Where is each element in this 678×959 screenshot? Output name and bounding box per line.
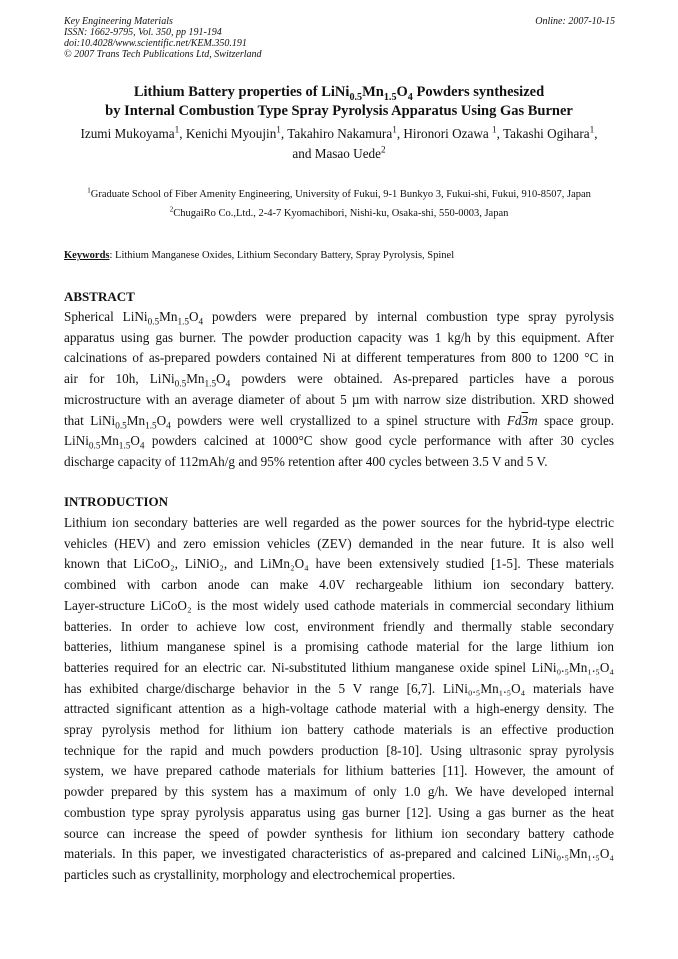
intro-line: materials. In this paper, we investigated characteristics of as-prepared and calcined LiNi₀.₅Mn₁.₅O₄ bbox=[64, 846, 614, 862]
journal-header bbox=[64, 16, 615, 60]
author: Masao Uede bbox=[314, 146, 381, 161]
intro-line: source can increase the speed of powder synthesis for lithium ion secondary battery cathode bbox=[64, 825, 614, 841]
keywords bbox=[64, 249, 624, 262]
intro-line: combined with carbon anode can make 4.0V rechargeable lithium ion secondary battery. bbox=[64, 577, 614, 593]
author: Takahiro Nakamura bbox=[287, 126, 393, 141]
space-group: Fd3m bbox=[506, 412, 538, 428]
author: Kenichi Myoujin bbox=[185, 126, 277, 141]
intro-line: batteries. In order to achieve low cost, environment friendly and thermally stable secondary bbox=[64, 618, 614, 634]
abstract-line: discharge capacity of 112mAh/g and 95% retention after 400 cycles between 3.5 V and 5 V. bbox=[64, 453, 548, 469]
intro-line: powder prepared by this system has a maximum of only 1.0 g/h. We have developed internal bbox=[64, 784, 614, 800]
intro-line: Layer-structure LiCoO₂ is the most widely used cathode materials in commercial secondary lithium bbox=[64, 597, 614, 613]
abstract-line: $LiNi_{0.5}Mn_{1.5}O_4$ powders calcined at 1000°C show good cycle performance with after 30 cycles bbox=[64, 433, 614, 451]
introduction-text bbox=[64, 513, 614, 886]
intro-line: combustion type spray pyrolysis apparatus using gas burner [12]. Using a gas burner as the heat bbox=[64, 804, 614, 820]
abstract-line: calcinations of as-prepared powders contained Ni at different temperatures from 800 to 1200 °C in bbox=[64, 350, 614, 366]
affiliation-1: $^1$Graduate School of Fiber Amenity Engineering, University of Fukui, 9-1 Bunkyo 3, Fukui-shi, Fukui, 910-8507, Japan bbox=[87, 185, 591, 200]
abstract-line: apparatus using gas burner. The powder production capacity was 1 kg/h by this equipment. After bbox=[64, 329, 614, 345]
journal-copyright: © 2007 Trans Tech Publications Ltd, Switzerland bbox=[64, 49, 262, 60]
author-list: Izumi Mukoyama$^1$, Kenichi Myoujin$^1$, Takahiro Nakamura$^1$, Hironori Ozawa $^1$, Takashi Ogihara$^1$, and Masao Uede$^2$ bbox=[80, 124, 598, 161]
abstract-text bbox=[64, 307, 614, 473]
intro-line: technique for the rapid and much powders production [8-10]. Using ultrasonic spray pyrolysis bbox=[64, 742, 614, 758]
abstract-line: microstructure with an average diameter of about 5 µm with narrow size distribution. XRD showed bbox=[64, 391, 614, 407]
intro-line: known that LiCoO₂, LiNiO₂, and LiMn₂O₄ have been extensively studied [1-5]. These materials bbox=[64, 556, 614, 572]
keywords-text: : Lithium Manganese Oxides, Lithium Secondary Battery, Spray Pyrolysis, Spinel bbox=[109, 250, 455, 261]
author: Takashi Ogihara bbox=[503, 126, 590, 141]
title-line-2: by Internal Combustion Type Spray Pyrolysis Apparatus Using Gas Burner bbox=[105, 103, 573, 119]
intro-line: batteries required for an electric car. Ni-substituted lithium manganese oxide spinel LiNi₀.₅Mn₁.₅O₄ bbox=[64, 659, 614, 675]
journal-issn: ISSN: 1662-9795, Vol. 350, pp 191-194 bbox=[64, 27, 222, 38]
abstract-line: that $LiNi_{0.5}Mn_{1.5}O_4$ powders were well crystallized to a spinel structure with Fd3m space group. bbox=[64, 412, 614, 431]
intro-line: batteries, lithium manganese spinel is a promising cathode material for the large lithium ion bbox=[64, 639, 614, 655]
author: Hironori Ozawa bbox=[403, 126, 493, 141]
intro-line: spray pyrolysis method for lithium ion battery cathode materials is an effective production bbox=[64, 722, 614, 738]
introduction-heading: INTRODUCTION bbox=[64, 494, 169, 509]
abstract-heading: ABSTRACT bbox=[64, 289, 135, 304]
title-line-1: Lithium Battery properties of $LiNi_{0.5}Mn_{1.5}O_4$ Powders synthesized bbox=[133, 84, 545, 103]
intro-line: has exhibited charge/discharge behavior in the 5 V range [6,7]. LiNi₀.₅Mn₁.₅O₄ materials have bbox=[64, 680, 614, 696]
online-date: Online: 2007-10-15 bbox=[535, 16, 615, 27]
keywords-label: Keywords bbox=[64, 250, 110, 261]
abstract-line: air for 10h, $LiNi_{0.5}Mn_{1.5}O_4$ powders were obtained. As-prepared particles have a porous bbox=[64, 371, 614, 389]
journal-doi: doi:10.4028/www.scientific.net/KEM.350.191 bbox=[64, 38, 247, 49]
intro-line: particles such as crystallinity, morphology and electrochemical properties. bbox=[64, 866, 456, 882]
author: Izumi Mukoyama bbox=[80, 126, 175, 141]
affiliation-2: $^2$ChugaiRo Co.,Ltd., 2-4-7 Kyomachibori, Nishi-ku, Osaka-shi, 550-0003, Japan bbox=[169, 204, 509, 219]
intro-line: attracted significant attention as a high-voltage cathode material with a high-energy density. The bbox=[64, 701, 614, 717]
intro-line: Lithium ion secondary batteries are well regarded as the power sources for the hybrid-type electric bbox=[64, 515, 614, 530]
paper-title bbox=[40, 83, 638, 121]
intro-line: system, we have prepared cathode materials for lithium batteries [11]. However, the amount of bbox=[64, 763, 614, 779]
abstract-line: Spherical $LiNi_{0.5}Mn_{1.5}O_4$ powders were prepared by internal combustion type spray pyrolysis bbox=[64, 309, 614, 327]
journal-name: Key Engineering Materials bbox=[64, 16, 173, 27]
intro-line: vehicles (HEV) and zero emission vehicles (ZEV) demanded in the near future. It is also well bbox=[64, 535, 614, 551]
